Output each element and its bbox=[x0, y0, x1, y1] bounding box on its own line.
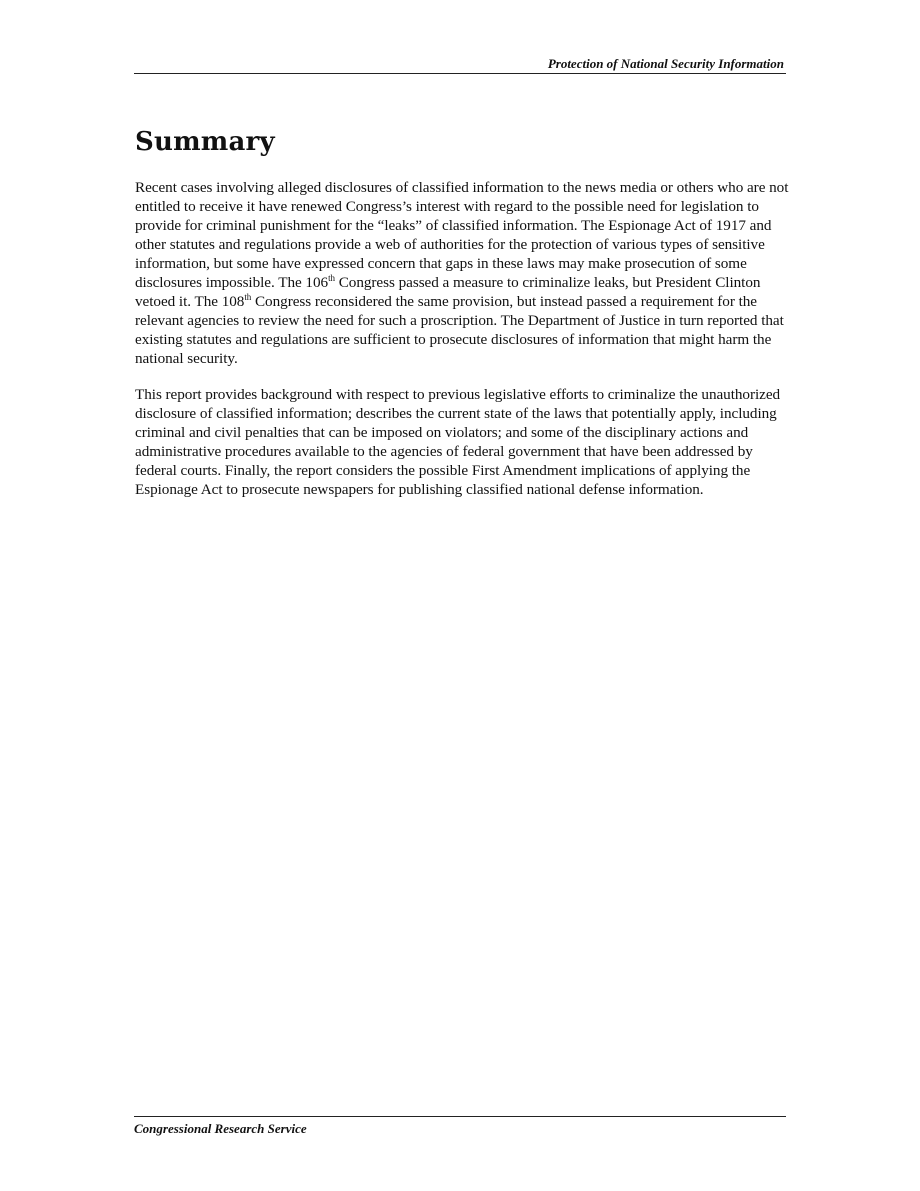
superscript-ordinal-106: th bbox=[328, 273, 335, 283]
paragraph-1-text-part-1: Recent cases involving alleged disclosures of classified information to the news media or others who are not entitled to receive it have renewed Congress’s interest with regard to the possible need for legislation to provide for criminal punishment for the “leaks” of classified information. The Espionage Act of 1917 and other statutes and regulations provide a web of authorities for the protection of various types of sensitive information, but some have expressed concern that gaps in these laws may make prosecution of some disclosures impossible. The 106 bbox=[135, 179, 789, 291]
summary-section bbox=[135, 124, 791, 499]
paragraph-1-text-part-3: Congress reconsidered the same provision, but instead passed a requirement for the relevant agencies to review the need for such a proscription. The Department of Justice in turn reported that existing statutes and regulations are sufficient to prosecute disclosures of information that might harm the national security. bbox=[135, 293, 784, 367]
summary-paragraph-1 bbox=[135, 178, 791, 368]
paragraph-1-text-part-2: Congress passed a measure to criminalize leaks, but President Clinton vetoed it. The 108 bbox=[135, 274, 761, 310]
summary-heading: Summary bbox=[135, 127, 275, 157]
running-header bbox=[134, 56, 786, 74]
footer-publisher: Congressional Research Service bbox=[134, 1121, 307, 1136]
superscript-ordinal-108: th bbox=[244, 292, 252, 302]
summary-paragraph-2: This report provides background with respect to previous legislative efforts to criminalize the unauthorized disclosure of classified information; describes the current state of the laws that potentially apply, including criminal and civil penalties that can be imposed on violators; and some of the disciplinary actions and administrative procedures available to the agencies of federal government that have been addressed by federal courts. Finally, the report considers the possible First Amendment implications of applying the Espionage Act to prosecute newspapers for publishing classified national defense information. bbox=[135, 386, 781, 498]
running-footer bbox=[134, 1116, 786, 1137]
running-header-title: Protection of National Security Information bbox=[547, 56, 784, 71]
